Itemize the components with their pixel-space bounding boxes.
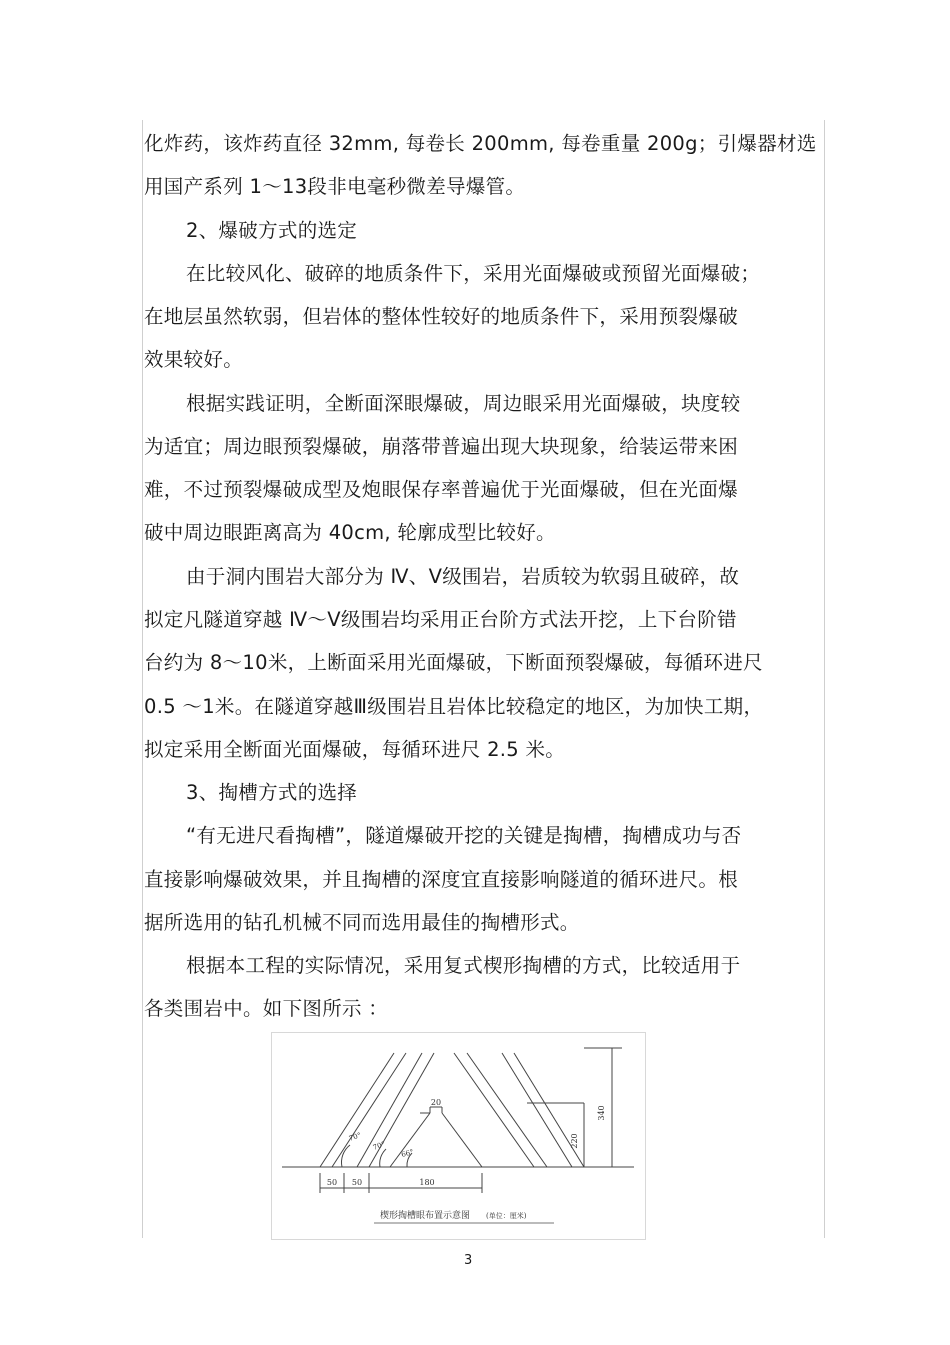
dim-label-height-total: 340 — [597, 1105, 606, 1121]
hole-line — [467, 1053, 547, 1167]
hole-line — [332, 1053, 406, 1167]
dim-label-top: 20 — [430, 1098, 442, 1107]
hole-line — [502, 1053, 572, 1167]
wedge-cut-diagram — [271, 1032, 646, 1240]
dim-label-base-2: 50 — [351, 1178, 363, 1187]
figure-caption: 楔形掏槽眼布置示意图 — [380, 1211, 471, 1221]
text-line: 化炸药，该炸药直径 32mm, 每卷长 200mm, 每卷重量 200g；引爆器材选 — [144, 132, 817, 155]
text-line: 为适宜；周边眼预裂爆破，崩落带普遍出现大块现象，给装运带来困 — [144, 435, 739, 458]
text-line: “有无进尺看掏槽”，隧道爆破开挖的关键是掏槽，掏槽成功与否 — [186, 824, 742, 847]
hole-line — [514, 1053, 584, 1167]
text-line: 0.5 ～1米。在隧道穿越Ⅲ级围岩且岩体比较稳定的地区，为加快工期， — [144, 695, 764, 718]
text-line: 破中周边眼距离高为 40cm, 轮廓成型比较好。 — [144, 521, 556, 544]
page-border-right — [824, 120, 825, 1238]
text-line: 效果较好。 — [144, 348, 244, 371]
section-heading: 3、掏槽方式的选择 — [186, 781, 358, 804]
wedge-cut-drawing — [272, 1033, 647, 1241]
text-line: 根据本工程的实际情况，采用复式楔形掏槽的方式，比较适用于 — [186, 954, 741, 977]
text-line: 由于洞内围岩大部分为 Ⅳ、Ⅴ级围岩，岩质较为软弱且破碎，故 — [186, 565, 740, 588]
hole-line — [454, 1053, 534, 1167]
figure-caption-unit: (单位：厘米) — [486, 1212, 527, 1220]
section-heading: 2、爆破方式的选定 — [186, 219, 358, 242]
text-line: 在地层虽然软弱，但岩体的整体性较好的地质条件下，采用预裂爆破 — [144, 305, 739, 328]
text-line: 拟定采用全断面光面爆破，每循环进尺 2.5 米。 — [144, 738, 566, 761]
dim-label-base-1: 50 — [326, 1178, 338, 1187]
text-line: 台约为 8～10米，上断面采用光面爆破，下断面预裂爆破，每循环进尺 — [144, 651, 763, 674]
hole-line — [390, 1113, 430, 1167]
text-line: 拟定凡隧道穿越 Ⅳ～Ⅴ级围岩均采用正台阶方式法开挖，上下台阶错 — [144, 608, 737, 631]
text-line: 直接影响爆破效果，并且掏槽的深度宜直接影响隧道的循环进尺。根 — [144, 868, 739, 891]
dim-label-base-width: 180 — [419, 1178, 435, 1187]
hole-line — [320, 1053, 394, 1167]
page-number: 3 — [464, 1253, 473, 1268]
text-line: 据所选用的钻孔机械不同而选用最佳的掏槽形式。 — [144, 911, 580, 934]
text-line: 难，不过预裂爆破成型及炮眼保存率普遍优于光面爆破，但在光面爆 — [144, 478, 739, 501]
page-border-left — [142, 120, 143, 1238]
hole-line — [442, 1113, 482, 1167]
angle-label: 70° — [347, 1131, 363, 1143]
text-line: 各类围岩中。如下图所示 ： — [144, 997, 389, 1020]
text-line: 用国产系列 1～13段非电毫秒微差导爆管。 — [144, 175, 526, 198]
text-line: 在比较风化、破碎的地质条件下，采用光面爆破或预留光面爆破； — [186, 262, 761, 285]
text-line: 根据实践证明，全断面深眼爆破，周边眼采用光面爆破，块度较 — [186, 392, 741, 415]
dim-label-height-inner: 220 — [570, 1133, 579, 1149]
angle-arc — [342, 1145, 350, 1167]
angle-arc — [380, 1149, 386, 1167]
angle-label: 66° — [400, 1147, 415, 1159]
angle-label: 70° — [371, 1140, 387, 1152]
